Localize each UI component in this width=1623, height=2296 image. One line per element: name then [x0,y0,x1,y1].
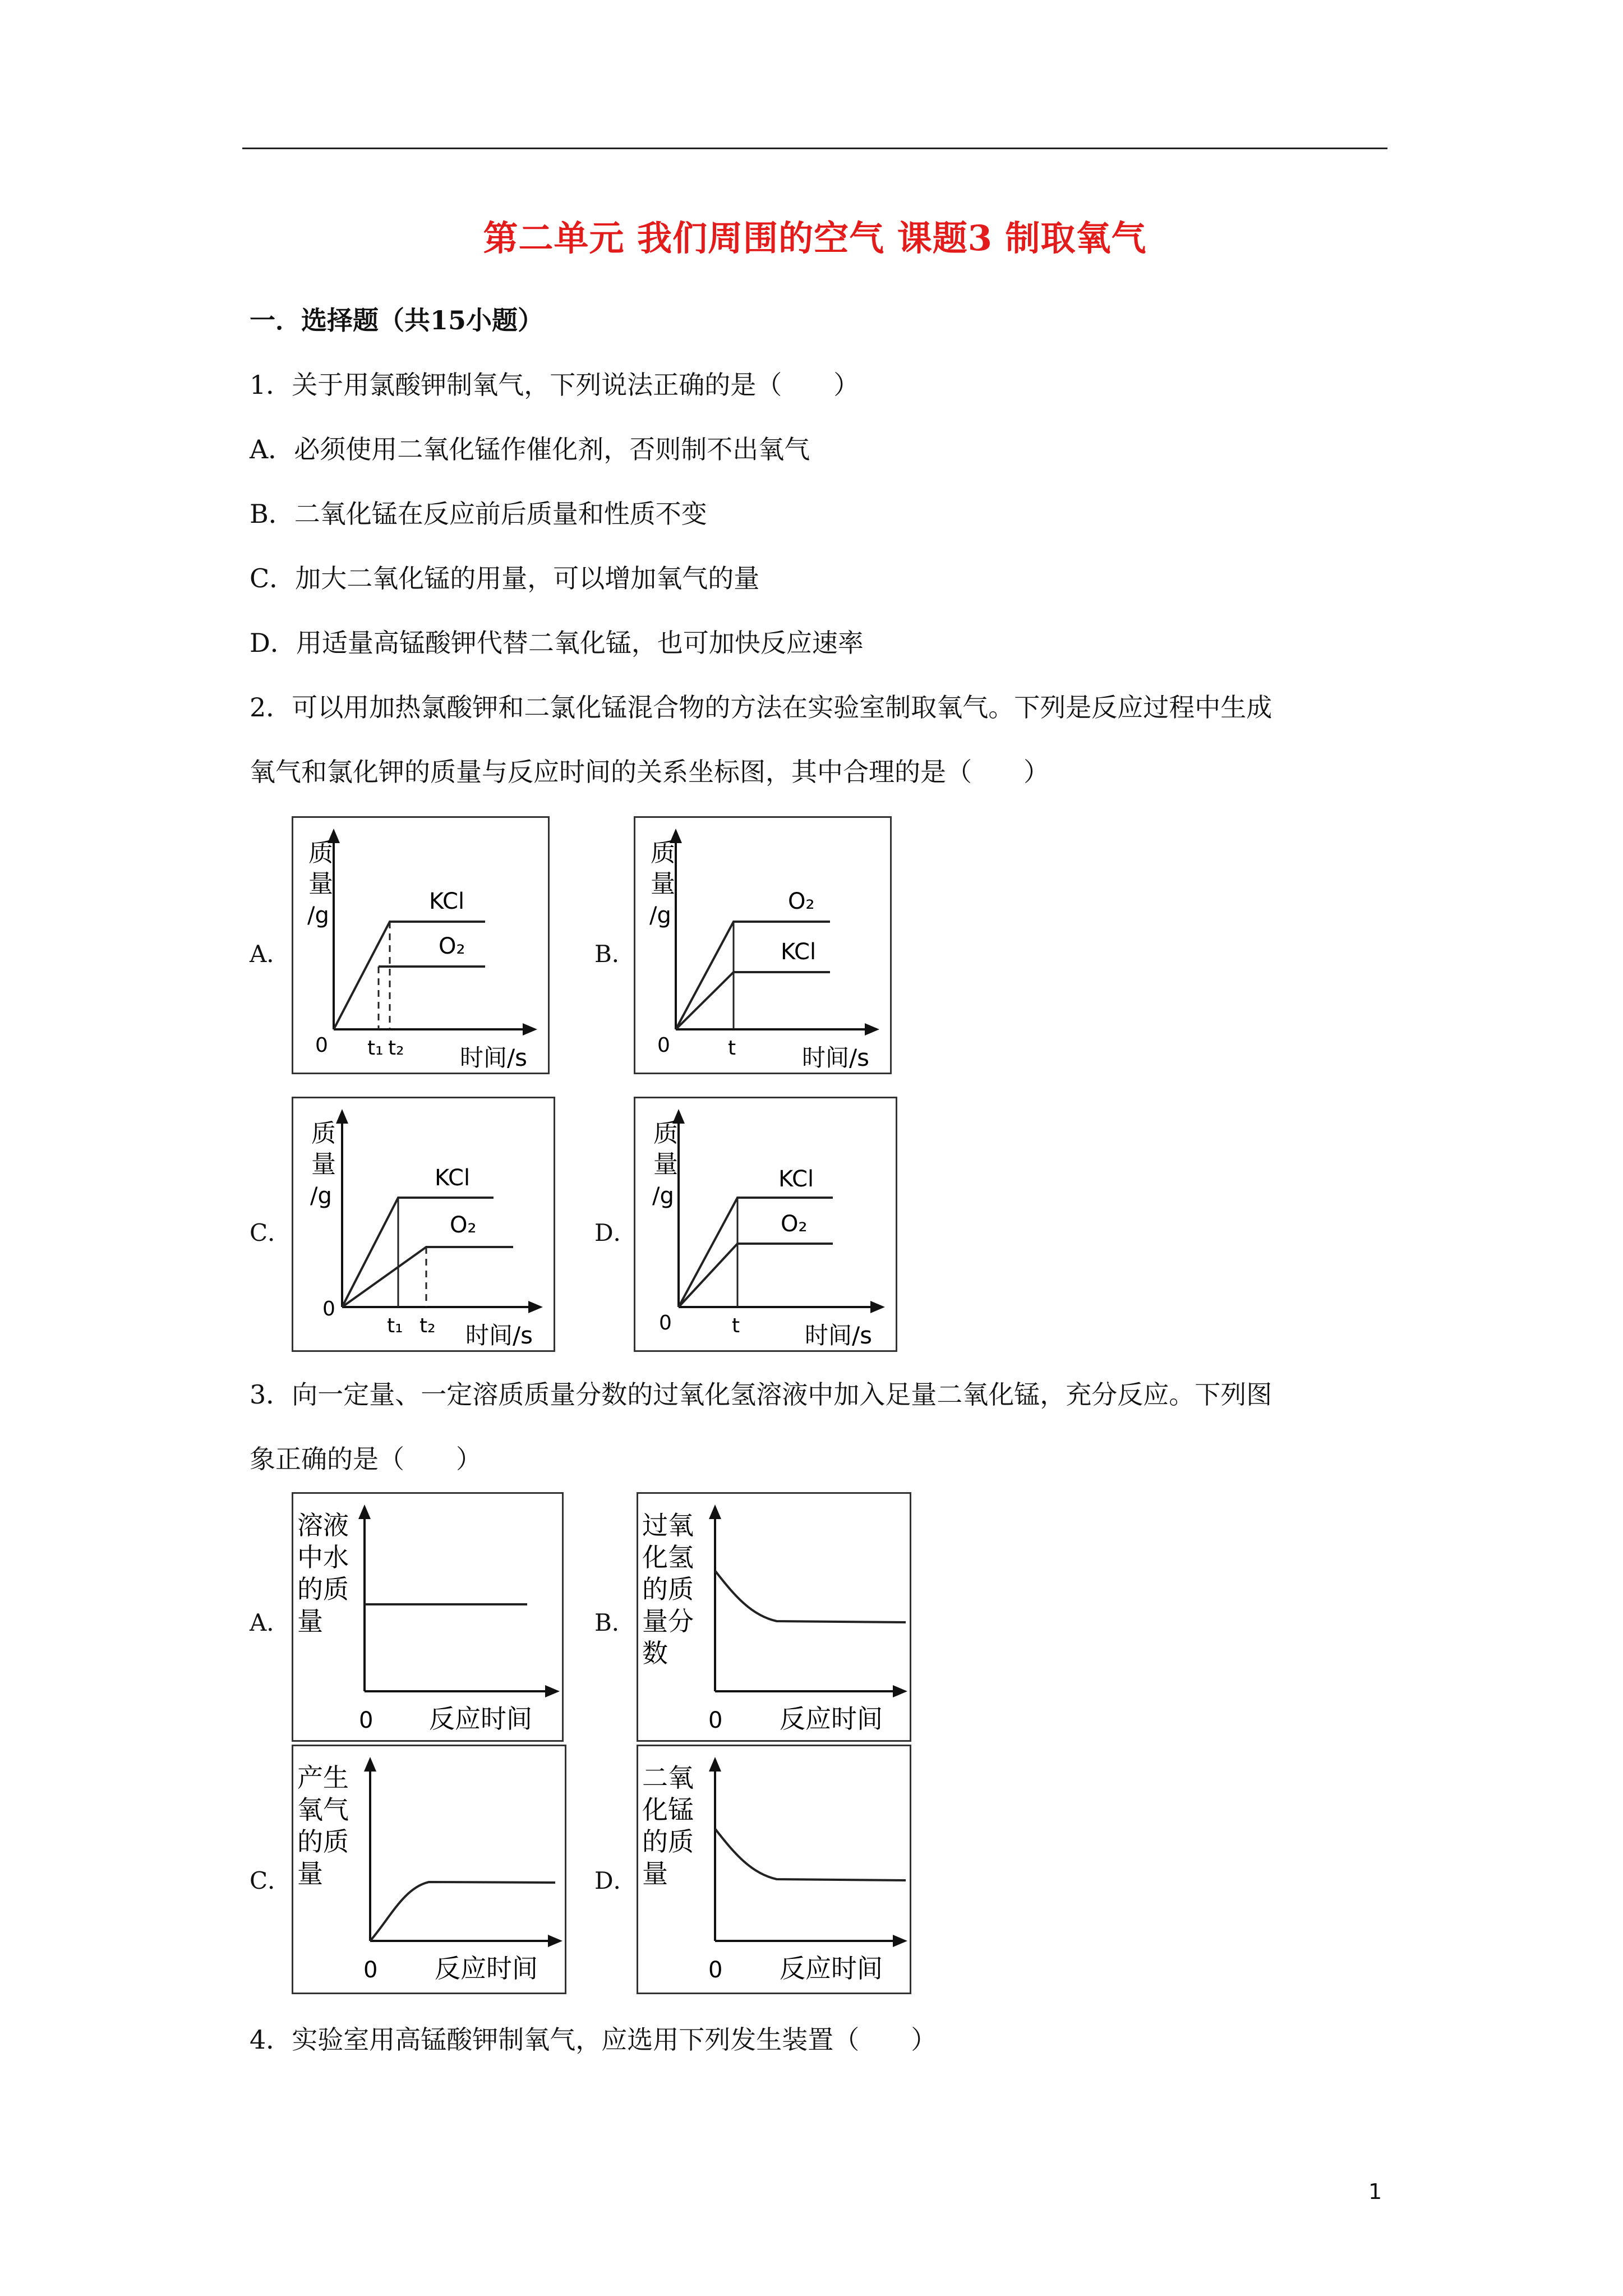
o2-line [679,1244,833,1307]
question-3-stem-line2: 象正确的是（ ） [250,1444,482,1474]
y-label-line1: 质 [653,1119,678,1148]
origin-label: 0 [363,1957,378,1983]
lower-series-label: O₂ [781,1211,808,1237]
lower-series-label: KCl [781,939,817,965]
tick-t2: t₂ [419,1314,436,1337]
y-label-line3: 的质 [642,1826,694,1857]
question-2-stem-line1: 2．可以用加热氯酸钾和二氯化锰混合物的方法在实验室制取氧气。下列是反应过程中生成 [250,692,1272,723]
tick-t1: t₁ [367,1037,384,1060]
mno2-mass-curve [715,1829,906,1880]
y-label-line3: /g [649,903,671,928]
x-axis-arrow [870,1301,885,1313]
q2-graph-c [292,1097,555,1352]
y-label-line1: 过氧 [642,1510,694,1540]
y-label-line2: 量 [308,869,333,898]
q2-graph-d [634,1097,897,1352]
x-axis-arrow [545,1685,560,1697]
y-label-line2: 化锰 [642,1795,694,1825]
q2-graph-a [292,816,550,1074]
x-axis-label: 时间/s [465,1322,533,1349]
y-axis-arrow [336,1109,348,1124]
y-label-line4: 量分 [642,1606,694,1636]
q3-option-a-label: A． [250,1609,291,1636]
q2-option-a-label: A． [250,940,291,968]
h2o2-fraction-curve [715,1571,906,1622]
x-axis-label: 反应时间 [780,1704,883,1734]
y-label-line1: 质 [651,839,675,867]
oxygen-mass-curve [370,1882,555,1941]
origin-label: 0 [708,1708,723,1733]
y-label-line4: 量 [297,1858,323,1889]
y-label-line3: 的质 [297,1826,349,1857]
origin-label: 0 [708,1957,723,1983]
y-label-line4: 量 [642,1858,668,1889]
y-label-line3: 的质 [297,1574,349,1604]
q2-option-d-label: D． [594,1219,637,1246]
y-label-line1: 产生 [297,1763,349,1793]
y-axis-arrow [358,1504,371,1519]
y-label-line4: 量 [297,1606,323,1636]
q3-graph-d [637,1745,911,1994]
x-axis-label: 反应时间 [435,1953,538,1984]
q3-graph-a [292,1492,564,1742]
section-heading: 一．选择题（共15小题） [250,305,544,335]
origin-label: 0 [657,1034,670,1057]
y-label-line3: /g [307,903,329,928]
o2-line [676,922,830,1029]
tick-t1: t₁ [387,1314,403,1337]
question-1-option-b: B．二氧化锰在反应前后质量和性质不变 [250,499,707,529]
x-axis-label: 反应时间 [429,1704,532,1734]
q3-graph-b [637,1492,911,1742]
y-label-line1: 二氧 [642,1763,694,1793]
y-axis-arrow [364,1757,376,1772]
y-label-line2: 量 [311,1150,336,1179]
q2-option-b-label: B． [594,940,635,968]
y-axis-arrow [709,1504,721,1519]
y-label-line2: 化氢 [642,1542,694,1572]
q3-option-d-label: D． [594,1867,637,1894]
origin-label: 0 [322,1297,335,1320]
origin-label: 0 [359,1708,374,1733]
x-axis-arrow [865,1023,879,1036]
y-label-line2: 量 [651,869,675,898]
kcl-line [679,1198,833,1307]
lower-series-label: O₂ [450,1212,477,1238]
q3-graph-c [292,1745,566,1994]
upper-series-label: O₂ [788,889,815,914]
question-1-option-a: A．必须使用二氧化锰作催化剂，否则制不出氧气 [250,434,810,464]
x-axis-arrow [893,1935,907,1947]
header-rule [242,148,1387,149]
y-label-line3: 的质 [642,1574,694,1604]
x-axis-label: 时间/s [802,1044,870,1071]
q2-graph-b [634,816,892,1074]
x-axis-arrow [523,1023,537,1036]
question-2-stem-line2: 氧气和氯化钾的质量与反应时间的关系坐标图，其中合理的是（ ） [250,757,1049,787]
page-number: 1 [1368,2179,1382,2204]
y-label-line2: 中水 [297,1542,349,1572]
y-label-line2: 氧气 [297,1795,349,1825]
question-4-stem: 4．实验室用高锰酸钾制氧气，应选用下列发生装置（ ） [250,2024,937,2055]
y-label-line1: 溶液 [297,1510,349,1540]
q3-option-b-label: B． [594,1609,635,1636]
page-title: 第二单元 我们周围的空气 课题3 制取氧气 [483,218,1147,259]
y-label-line1: 质 [308,839,333,867]
question-1-stem: 1．关于用氯酸钾制氧气，下列说法正确的是（ ） [250,370,860,400]
x-axis-arrow [528,1301,543,1313]
y-label-line1: 质 [311,1119,336,1148]
question-3-stem-line1: 3．向一定量、一定溶质质量分数的过氧化氢溶液中加入足量二氧化锰，充分反应。下列图 [250,1379,1272,1410]
tick-t: t [732,1314,740,1337]
x-axis-label: 时间/s [805,1322,873,1349]
x-axis-arrow [548,1935,562,1947]
question-1-option-d: D．用适量高锰酸钾代替二氧化锰，也可加快反应速率 [250,628,864,658]
y-label-line5: 数 [642,1638,668,1668]
y-label-line2: 量 [653,1150,678,1179]
x-axis-arrow [893,1685,907,1697]
upper-series-label: KCl [429,889,465,914]
y-label-line3: /g [652,1183,674,1209]
upper-series-label: KCl [435,1165,471,1191]
q2-option-c-label: C． [250,1219,292,1246]
tick-t: t [728,1037,736,1060]
x-axis-label: 时间/s [460,1044,528,1071]
x-axis-label: 反应时间 [780,1953,883,1984]
y-label-line3: /g [310,1183,332,1209]
question-1-option-c: C．加大二氧化锰的用量，可以增加氧气的量 [250,563,760,593]
y-axis-arrow [709,1757,721,1772]
q3-option-c-label: C． [250,1867,292,1894]
tick-t2: t₂ [388,1037,404,1060]
origin-label: 0 [659,1312,672,1335]
kcl-line [676,972,830,1029]
origin-label: 0 [315,1034,328,1057]
lower-series-label: O₂ [439,933,465,959]
upper-series-label: KCl [778,1166,814,1192]
